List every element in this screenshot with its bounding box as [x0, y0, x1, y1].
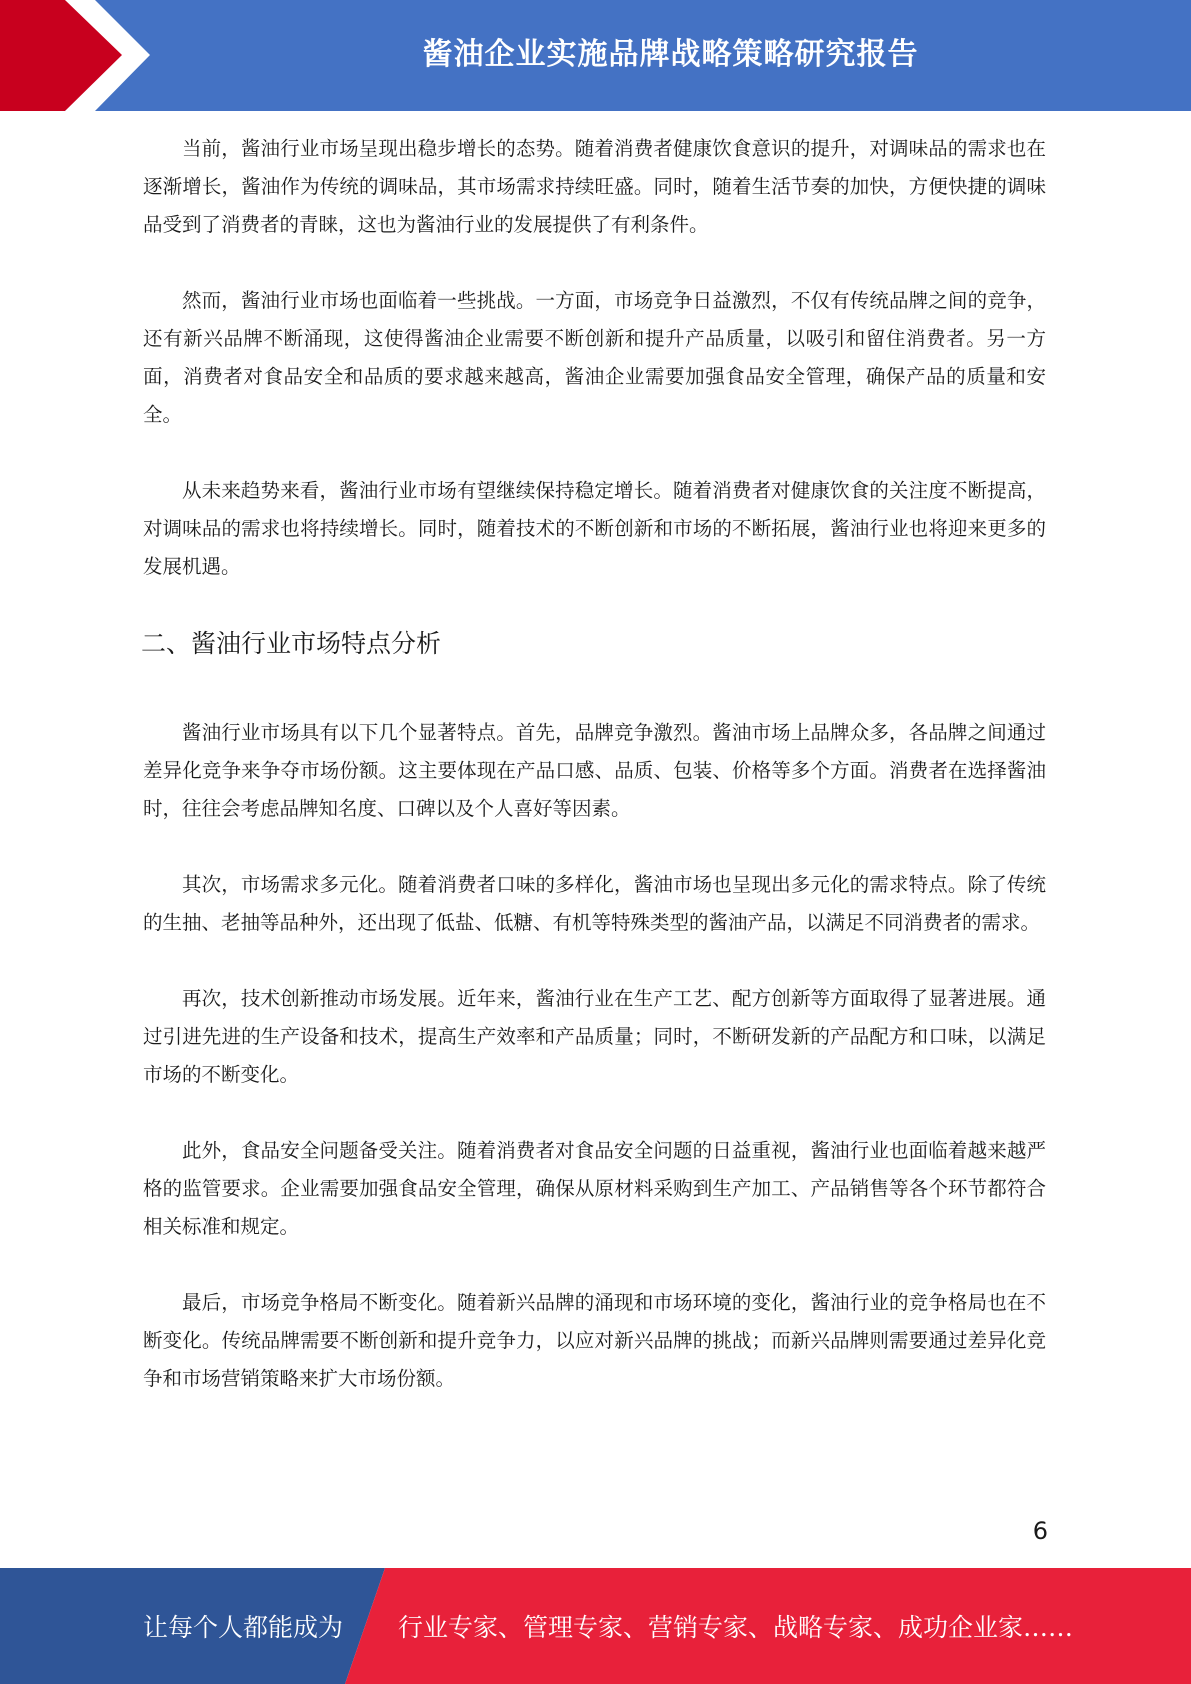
paragraph: 然而，酱油行业市场也面临着一些挑战。一方面，市场竞争日益激烈，不仅有传统品牌之间的竞争，还有新兴品牌不断涌现，这使得酱油企业需要不断创新和提升产品质量，以吸引和留住消费者。另一方面，消费者对食品安全和品质的要求越来越高，酱油企业需要加强食品安全管理，确保产品的质量和安全。 — [143, 289, 1046, 426]
paragraph: 其次，市场需求多元化。随着消费者口味的多样化，酱油市场也呈现出多元化的需求特点。除了传统的生抽、老抽等品种外，还出现了低盐、低糖、有机等特殊类型的酱油产品，以满足不同消费者的需求。 — [143, 873, 1046, 934]
footer-slogan-left: 让每个人都能成为 — [143, 1613, 344, 1642]
footer-slogan-right: 行业专家、管理专家、营销专家、战略专家、成功企业家…… — [398, 1613, 1074, 1642]
footer-banner — [0, 1568, 1191, 1684]
paragraph: 此外，食品安全问题备受关注。随着消费者对食品安全问题的日益重视，酱油行业也面临着越来越严格的监管要求。企业需要加强食品安全管理，确保从原材料采购到生产加工、产品销售等各个环节都符合相关标准和规定。 — [143, 1139, 1046, 1238]
paragraph: 再次，技术创新推动市场发展。近年来，酱油行业在生产工艺、配方创新等方面取得了显著进展。通过引进先进的生产设备和技术，提高生产效率和产品质量；同时，不断研发新的产品配方和口味，以满足市场的不断变化。 — [143, 987, 1046, 1086]
page-number: 6 — [1032, 1517, 1048, 1545]
paragraph: 酱油行业市场具有以下几个显著特点。首先，品牌竞争激烈。酱油市场上品牌众多，各品牌之间通过差异化竞争来争夺市场份额。这主要体现在产品口感、品质、包装、价格等多个方面。消费者在选择酱油时，往往会考虑品牌知名度、口碑以及个人喜好等因素。 — [143, 721, 1046, 820]
section-heading: 二、酱油行业市场特点分析 — [141, 629, 442, 658]
page-content — [143, 130, 1046, 1436]
paragraph: 当前，酱油行业市场呈现出稳步增长的态势。随着消费者健康饮食意识的提升，对调味品的需求也在逐渐增长，酱油作为传统的调味品，其市场需求持续旺盛。同时，随着生活节奏的加快，方便快捷的调味品受到了消费者的青睐，这也为酱油行业的发展提供了有利条件。 — [143, 137, 1046, 236]
document-title: 酱油企业实施品牌战略策略研究报告 — [422, 36, 919, 72]
paragraph: 从未来趋势来看，酱油行业市场有望继续保持稳定增长。随着消费者对健康饮食的关注度不断提高，对调味品的需求也将持续增长。同时，随着技术的不断创新和市场的不断拓展，酱油行业也将迎来更多的发展机遇。 — [143, 479, 1046, 578]
header-banner — [0, 0, 1191, 111]
paragraph: 最后，市场竞争格局不断变化。随着新兴品牌的涌现和市场环境的变化，酱油行业的竞争格局也在不断变化。传统品牌需要不断创新和提升竞争力，以应对新兴品牌的挑战；而新兴品牌则需要通过差异化竞争和市场营销策略来扩大市场份额。 — [143, 1291, 1046, 1390]
